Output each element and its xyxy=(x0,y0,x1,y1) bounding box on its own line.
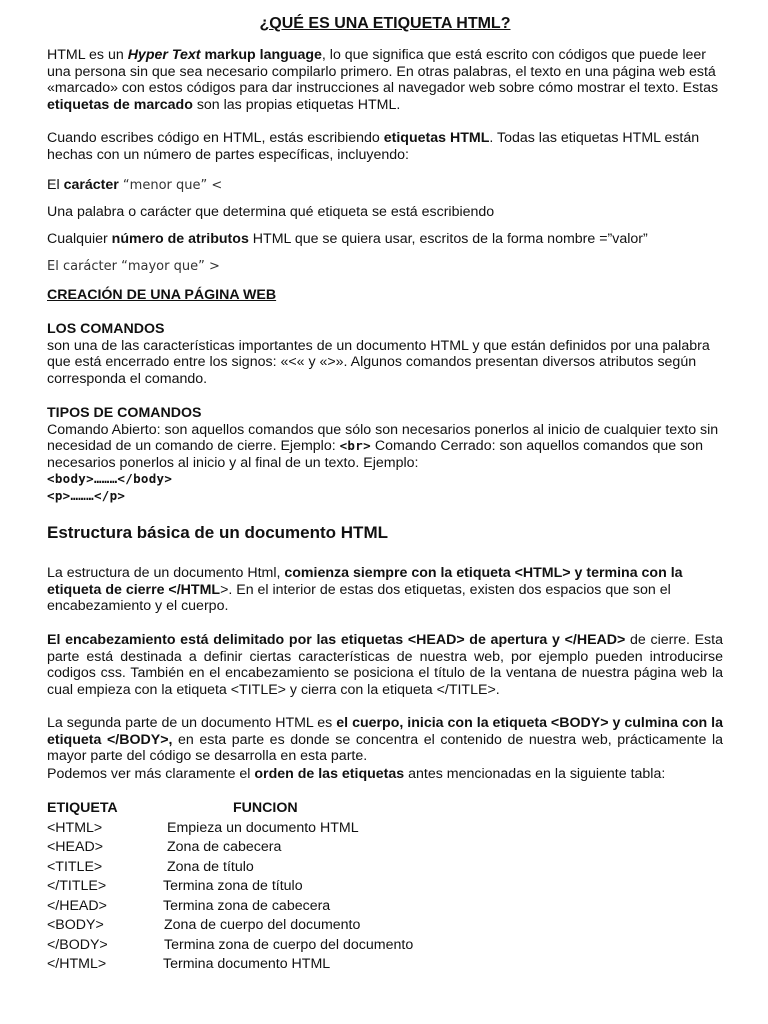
intro-paragraph-1: HTML es un Hyper Text markup language, lo que significa que está escrito con códigos que puede leer una persona sin que sea necesario compilarlo primero. En otras palabras, el texto en una página web está «marcado» con estos códigos para dar instrucciones al navegador web sobre cómo mostrar el texto. Estas etiquetas de marcado son las propias etiquetas HTML. xyxy=(47,47,719,113)
tipos-section: TIPOS DE COMANDOS Comando Abierto: son aquellos comandos que sólo son necesarios ponerlos al inicio de cualquier texto sin necesidad de un comando de cierre. Ejemplo: <br> Comando Cerrado: son aquellos comandos que son necesarios ponerlos al inicio y al final de un texto. Ejemplo: <body>………</body> <p>………</p> xyxy=(47,405,719,503)
table-header-row xyxy=(47,800,547,820)
code-example-body: <body>………</body> xyxy=(47,471,173,487)
tag-part-item-2: Una palabra o carácter que determina qué etiqueta se está escribiendo xyxy=(47,204,495,220)
table-cell-function: Zona de título xyxy=(167,858,254,875)
table-cell-function: Termina zona de cuerpo del documento xyxy=(164,936,414,953)
table-cell-function: Zona de cabecera xyxy=(167,839,282,855)
table-cell-tag: </HTML> xyxy=(47,956,107,972)
tag-part-item-3: Cualquier número de atributos HTML que se quiera usar, escritos de la forma nombre =”valor” xyxy=(47,231,648,247)
comandos-heading: LOS COMANDOS xyxy=(47,321,165,337)
estructura-heading: Estructura básica de un documento HTML xyxy=(47,523,388,542)
tag-part-item-1: El carácter “menor que” < xyxy=(47,177,223,193)
section-heading-creacion: CREACIÓN DE UNA PÁGINA WEB xyxy=(47,287,277,303)
table-cell-tag: </TITLE> xyxy=(47,878,107,894)
table-row xyxy=(47,820,547,840)
table-cell-function: Termina zona de título xyxy=(163,878,303,894)
intro-paragraph-2: Cuando escribes código en HTML, estás escribiendo etiquetas HTML. Todas las etiquetas HTML están hechas con un número de partes específicas, incluyendo: xyxy=(47,130,700,163)
estructura-paragraph-2: El encabezamiento está delimitado por las etiquetas <HEAD> de apertura y </HEAD> de cierre. Esta parte está destinada a definir ciertas características de nuestra web, por ejemplo pueden introducirse codigos css. También en el encabezamiento se posiciona el título de la ventana de nuestra página web la cual empieza con la etiqueta <TITLE> y cierra con la etiqueta </TITLE>. xyxy=(47,632,723,698)
table-cell-function: Termina documento HTML xyxy=(163,956,331,972)
estructura-paragraph-4: Podemos ver más claramente el orden de las etiquetas antes mencionadas en la siguiente tabla: xyxy=(47,766,666,782)
comandos-body: son una de las características importantes de un documento HTML y que están definidos por una palabra que está encerrado entre los signos: «<« y «>». Algunos comandos presentan diversos atributos según corresponda el comando. xyxy=(47,337,710,387)
estructura-paragraph-3: La segunda parte de un documento HTML es el cuerpo, inicia con la etiqueta <BODY> y culmina con la etiqueta </BODY>, en esta parte es donde se concentra el contenido de nuestra web, prácticamente la mayor parte del código se desarrolla en esta parte. xyxy=(47,715,724,765)
page-title: ¿QUÉ ES UNA ETIQUETA HTML? xyxy=(259,15,511,32)
table-cell-tag: <HTML> xyxy=(47,819,103,836)
table-row xyxy=(47,839,547,859)
table-cell-tag: <TITLE> xyxy=(47,858,103,875)
table-cell-tag: <BODY> xyxy=(47,917,104,933)
table-row xyxy=(47,859,547,879)
table-row xyxy=(47,878,547,898)
table-cell-tag: </HEAD> xyxy=(47,897,107,914)
table-cell-tag: </BODY> xyxy=(47,936,108,953)
estructura-paragraph-1: La estructura de un documento Html, comienza siempre con la etiqueta <HTML> y termina con la etiqueta de cierre </HTML>. En el interior de estas dos etiquetas, existen dos espacios que son el encabezamiento y el cuerpo. xyxy=(47,565,683,615)
tipos-heading: TIPOS DE COMANDOS xyxy=(47,405,202,421)
table-row xyxy=(47,898,547,918)
table-cell-tag: <HEAD> xyxy=(47,839,103,855)
tag-part-item-4: El carácter “mayor que” > xyxy=(47,259,220,274)
tags-table xyxy=(47,800,547,976)
table-cell-function: Empieza un documento HTML xyxy=(167,819,359,836)
table-header-funcion: FUNCION xyxy=(233,800,298,816)
code-example-p: <p>………</p> xyxy=(47,487,126,503)
table-cell-function: Termina zona de cabecera xyxy=(163,897,331,914)
table-row xyxy=(47,937,547,957)
table-cell-function: Zona de cuerpo del documento xyxy=(164,917,361,933)
table-row xyxy=(47,917,547,937)
comandos-section xyxy=(47,321,723,387)
table-row xyxy=(47,956,547,976)
table-header-etiqueta: ETIQUETA xyxy=(47,800,118,816)
